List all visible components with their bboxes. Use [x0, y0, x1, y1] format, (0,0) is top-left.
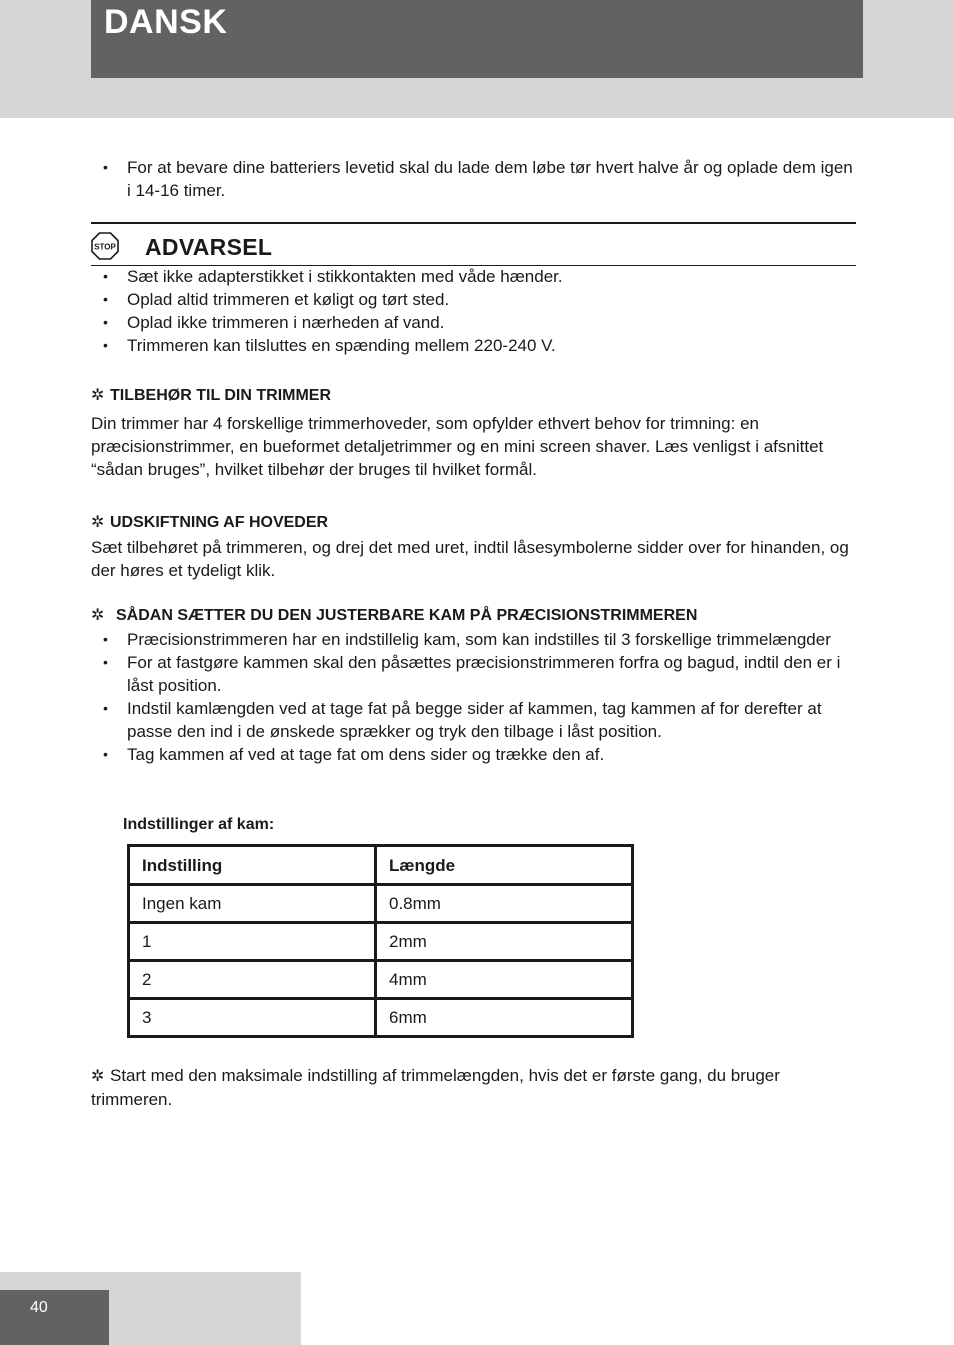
list-item: • Trimmeren kan tilsluttes en spænding mellem 220-240 V. [91, 334, 856, 357]
intro-bullet-list [91, 156, 856, 202]
list-item: • For at bevare dine batteriers levetid skal du lade dem løbe tør hvert halve år og oplade dem igen i 14-16 timer. [91, 156, 856, 202]
tip-text: Start med den maksimale indstilling af trimmelængden, hvis det er første gang, du bruger trimmeren. [91, 1066, 780, 1109]
comb-heading-text: SÅDAN SÆTTER DU DEN JUSTERBARE KAM PÅ PRÆCISIONSTRIMMEREN [116, 607, 698, 624]
page-title: DANSK [104, 3, 228, 41]
list-item: • Indstil kamlængden ved at tage fat på begge sider af kammen, tag kammen af for derefter at passe den ind i de ønskede sprækker og tryk den tilbage i låst position. [91, 697, 856, 743]
replace-heading [91, 512, 328, 534]
sun-star-icon: ✲ [91, 1068, 105, 1085]
table-caption: Indstillinger af kam: [123, 816, 275, 833]
table-cell: 2 [129, 961, 376, 999]
table-cell: 3 [129, 999, 376, 1037]
comb-settings-table [127, 844, 634, 1038]
table-cell: 1 [129, 923, 376, 961]
table-row [129, 923, 633, 961]
comb-list [91, 628, 856, 766]
section-divider-top [91, 222, 856, 224]
list-item: • For at fastgøre kammen skal den påsættes præcisionstrimmeren forfra og bagud, indtil den er i låst position. [91, 651, 856, 697]
accessories-heading [91, 385, 331, 407]
sun-star-icon: ✲ [91, 514, 105, 531]
accessories-body: Din trimmer har 4 forskellige trimmerhoveder, som opfylder ethvert behov for trimning: en præcisionstrimmer, en bueformet detaljetrimmer og en mini screen shaver. Læs venligst i afsnittet “sådan bruges”, hvilket tilbehør der bruges til hvilket formål. [91, 414, 824, 479]
sun-star-icon: ✲ [91, 607, 105, 624]
warning-title: ADVARSEL [145, 234, 273, 260]
list-item: • Tag kammen af ved at tage fat om dens sider og trække den af. [91, 743, 856, 766]
svg-text:STOP: STOP [94, 242, 116, 252]
table-row [129, 999, 633, 1037]
replace-heading-text: UDSKIFTNING AF HOVEDER [110, 514, 329, 531]
list-item: • Præcisionstrimmeren har en indstillelig kam, som kan indstilles til 3 forskellige trimmelængder [91, 628, 856, 651]
list-item: • Oplad ikke trimmeren i nærheden af vand. [91, 311, 856, 334]
table-cell: 4mm [376, 961, 633, 999]
table-row [129, 961, 633, 999]
page-number: 40 [30, 1299, 48, 1316]
table-cell: 0.8mm [376, 885, 633, 923]
tip-paragraph [91, 1064, 856, 1111]
comb-heading [91, 605, 697, 627]
list-item: • Oplad altid trimmeren et køligt og tørt sted. [91, 288, 856, 311]
table-header-cell: Indstilling [129, 846, 376, 885]
sun-star-icon: ✲ [91, 387, 105, 404]
page-number-box [0, 1290, 109, 1345]
accessories-heading-text: TILBEHØR TIL DIN TRIMMER [110, 387, 332, 404]
table-header-cell: Længde [376, 846, 633, 885]
table-cell: 6mm [376, 999, 633, 1037]
language-title-bar [91, 0, 863, 78]
table-cell: Ingen kam [129, 885, 376, 923]
replace-body: Sæt tilbehøret på trimmeren, og drej det med uret, indtil låsesymbolerne sidder over for hinanden, og der høres et tydeligt klik. [91, 538, 849, 580]
table-row [129, 885, 633, 923]
stop-sign-icon [91, 232, 119, 260]
warning-heading [91, 231, 856, 263]
warning-list [91, 265, 856, 357]
list-item: • Sæt ikke adapterstikket i stikkontakten med våde hænder. [91, 265, 856, 288]
table-header-row [129, 846, 633, 885]
table-cell: 2mm [376, 923, 633, 961]
